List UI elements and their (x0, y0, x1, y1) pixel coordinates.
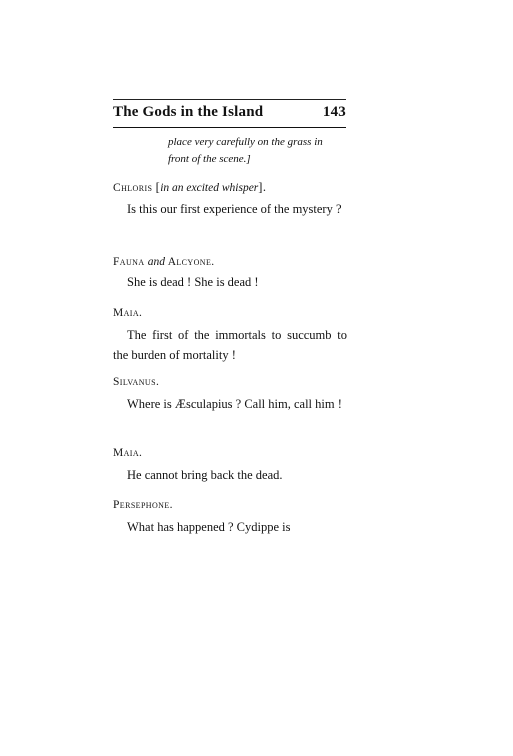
page-number: 143 (322, 104, 346, 120)
dialogue-block-maia-2 (113, 447, 347, 485)
speaker-name (113, 256, 347, 268)
bracket-close: ]. (258, 180, 267, 194)
speaker-name (113, 180, 347, 195)
speaker-name: Silvanus. (113, 376, 160, 388)
dialogue-block-silvanus (113, 376, 347, 414)
speech-text: She is dead ! She is dead ! (127, 275, 259, 289)
stage-direction (168, 134, 348, 168)
speech-text: He cannot bring back the dead. (127, 468, 283, 482)
speech-text: Is this our first experience of the mystery ? (127, 202, 342, 216)
header-rule (113, 127, 346, 128)
dialogue-block-chloris (113, 180, 347, 219)
speech-text: Where is Æsculapius ? Call him, call him ! (127, 397, 342, 411)
speaker-name: Maia. (113, 447, 143, 459)
speaker-conjunction: and (147, 256, 166, 268)
dialogue-block-persephone (113, 499, 347, 537)
stage-direction-line-1: place very carefully on the grass in (168, 136, 323, 148)
running-header (113, 104, 346, 121)
bracket-open: [ (155, 180, 161, 194)
speaker-name: Maia. (113, 307, 143, 319)
speaker-name: Persephone. (113, 499, 173, 511)
speech-text: The first of the immortals to succumb to the burden of mortality ! (113, 328, 347, 362)
running-title: The Gods in the Island (113, 104, 264, 120)
speaker-direction: in an excited whisper (160, 182, 259, 194)
speaker-label: Fauna (113, 256, 145, 268)
speech-text: What has happened ? Cydippe is (127, 520, 291, 534)
speaker-label: Chloris (113, 182, 153, 194)
stage-direction-line-2: front of the scene.] (168, 153, 251, 165)
top-rule (113, 99, 346, 100)
speaker-label-2: Alcyone. (167, 256, 215, 268)
dialogue-block-maia-1 (113, 307, 347, 365)
dialogue-block-fauna-alcyone (113, 256, 347, 292)
